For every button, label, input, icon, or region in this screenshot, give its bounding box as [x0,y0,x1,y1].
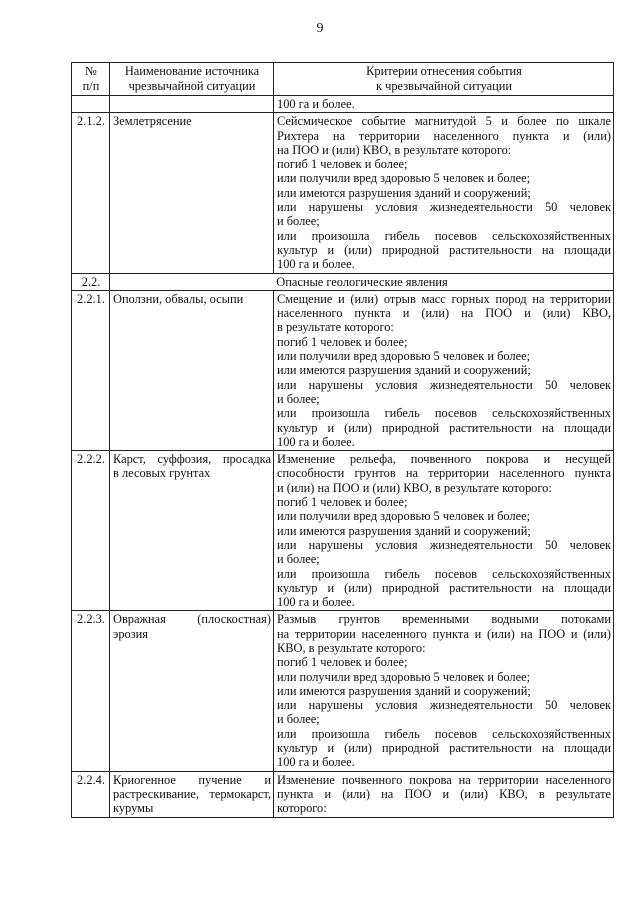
continuation-row [72,96,614,113]
criteria-line: Размыв грунтов временными водными потоками [277,612,611,627]
criteria-line: и более; [277,552,320,567]
row-number: 2.2.4. [72,771,110,817]
table-row [72,451,614,611]
section-title: Опасные геологические явления [110,273,614,290]
criteria-line: погиб 1 человек и более; [277,157,408,172]
continuation-criteria: 100 га и более. [274,96,614,113]
criteria-line: или произошла гибель посевов сельскохозяйственных [277,566,611,581]
criteria-line: 100 га и более. [277,595,355,610]
criteria-line: пункта и (или) на ПОО и (или) КВО, в результате [277,786,611,801]
criteria-line: которого: [277,801,327,816]
continuation-name [110,96,274,113]
criteria-line: погиб 1 человек и более; [277,334,408,349]
criteria-line: 100 га и более. [277,434,355,449]
source-name [110,113,274,273]
source-name [110,290,274,450]
source-name [110,611,274,771]
table-row [72,771,614,817]
header-criteria-line-2: к чрезвычайной ситуации [376,79,512,93]
criteria-line: на территории населенного пункта и (или) на ПОО и (или) [277,626,611,641]
source-name-line: курумы [113,801,154,816]
criteria-line: культур и (или) природной растительности на площади [277,580,611,595]
criteria-line: в результате которого: [277,320,394,335]
table-row [72,113,614,273]
criteria-line: на ПОО и (или) КВО, в результате которого: [277,142,512,157]
criteria-line: Изменение рельефа, почвенного покрова и несущей [277,452,611,467]
criteria-line: или произошла гибель посевов сельскохозяйственных [277,406,611,421]
criteria-line: или получили вред здоровью 5 человек и более; [277,349,531,364]
criteria-line: или имеются разрушения зданий и сооружений; [277,185,531,200]
criteria-line: или получили вред здоровью 5 человек и более; [277,669,531,684]
criteria-line: культур и (или) природной растительности на площади [277,420,611,435]
criteria-line: погиб 1 человек и более; [277,495,408,510]
header-criteria-line-1: Критерии отнесения события [366,64,522,78]
criteria-line: или получили вред здоровью 5 человек и более; [277,509,531,524]
row-number: 2.2.1. [72,290,110,450]
source-name-line: Карст, суффозия, просадка [113,452,271,467]
header-name-line-1: Наименование источника [124,64,260,78]
criteria-text [274,451,614,611]
criteria-table [71,62,614,818]
source-name [110,771,274,817]
criteria-line: или произошла гибель посевов сельскохозяйственных [277,726,611,741]
criteria-line: или имеются разрушения зданий и сооружений; [277,683,531,698]
criteria-line: или нарушены условия жизнедеятельности 50 человек [277,200,611,215]
criteria-line: Изменение почвенного покрова на территории населенного [277,772,611,787]
criteria-line: и более; [277,712,320,727]
row-number: 2.2.2. [72,451,110,611]
criteria-line: Сейсмическое событие магнитудой 5 и более по шкале [277,114,611,129]
table-header-row [72,63,614,96]
criteria-line: культур и (или) природной растительности на площади [277,242,611,257]
source-name-line: в лесовых грунтах [113,466,211,481]
criteria-text [274,771,614,817]
header-name-line-2: чрезвычайной ситуации [128,79,256,93]
criteria-line: и (или) на ПОО и (или) КВО, в результате которого: [277,480,552,495]
header-criteria [274,63,614,96]
source-name-line: Землетрясение [113,114,192,129]
row-number: 2.1.2. [72,113,110,273]
source-name-line: растрескивание, термокарст, [113,786,271,801]
criteria-text [274,611,614,771]
criteria-line: или имеются разрушения зданий и сооружений; [277,523,531,538]
criteria-text [274,113,614,273]
table-row [72,611,614,771]
criteria-line: и более; [277,214,320,229]
criteria-line: или нарушены условия жизнедеятельности 50 человек [277,698,611,713]
header-num-line-1: № [85,64,97,78]
header-num-line-2: п/п [82,79,100,93]
source-name-line: Криогенное пучение и [113,772,271,787]
criteria-line: Рихтера на территории населенного пункта и (или) [277,128,611,143]
header-name [110,63,274,96]
criteria-text [274,290,614,450]
criteria-line: 100 га и более. [277,257,355,272]
source-name-line: Оползни, обвалы, осыпи [113,291,244,306]
criteria-line: 100 га и более. [277,755,355,770]
criteria-line: КВО, в результате которого: [277,640,426,655]
criteria-line: или имеются разрушения зданий и сооружений; [277,363,531,378]
criteria-line: или произошла гибель посевов сельскохозяйственных [277,228,611,243]
page-number: 9 [316,21,324,36]
row-number: 2.2.3. [72,611,110,771]
source-name-line: эрозия [113,626,148,641]
criteria-line: способности грунтов на территории населенного пункта [277,466,611,481]
section-row [72,273,614,290]
criteria-line: или нарушены условия жизнедеятельности 50 человек [277,377,611,392]
header-num [72,63,110,96]
criteria-line: погиб 1 человек и более; [277,655,408,670]
criteria-line: населенного пункта и (или) на ПОО и (или) КВО, [277,306,611,321]
table-row [72,290,614,450]
criteria-line: и более; [277,391,320,406]
source-name-line: Овражная (плоскостная) [113,612,271,627]
source-name [110,451,274,611]
criteria-line: культур и (или) природной растительности на площади [277,741,611,756]
criteria-line: или получили вред здоровью 5 человек и более; [277,171,531,186]
criteria-line: Смещение и (или) отрыв масс горных пород на территории [277,291,611,306]
continuation-num [72,96,110,113]
section-number: 2.2. [72,273,110,290]
criteria-line: или нарушены условия жизнедеятельности 50 человек [277,537,611,552]
